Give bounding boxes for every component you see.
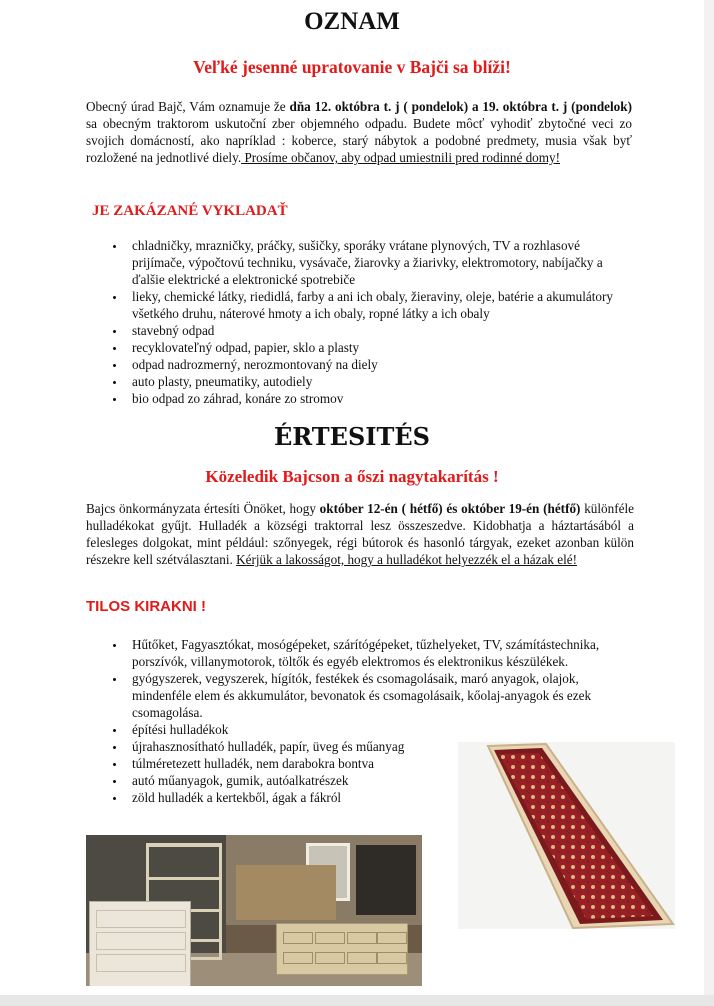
hu-intro-request: Kérjük a lakosságot, hogy a hulladékot helyezzék el a házak elé! [236, 552, 578, 567]
hu-subtitle: Közeledik Bajcson a őszi nagytakarítás ! [205, 467, 499, 486]
list-item: • építési hulladékok [126, 721, 636, 738]
sk-intro-text-2: sa obecným traktorom uskutoční zber objemného odpadu. Budete môcť vyhodiť zbytočné veci zo svojich domácností, ako napríklad : koberce, starý nábytok a podobné predmety, musia však byť rozložené na jednotlivé diely. [86, 116, 632, 165]
list-item: • bio odpad zo záhrad, konáre zo stromov [126, 390, 626, 407]
rug-photo [458, 742, 675, 929]
list-item: • túlméretezett hulladék, nem darabokra bontva [126, 755, 636, 772]
page-edge [704, 0, 714, 1006]
list-item: • chladničky, mrazničky, práčky, sušičky, sporáky vrátane plynových, TV a rozhlasové prijímače, výpočtovú techniku, vysávače, žiarovky a žiarivky, elektromotory, nabíjačky a ďalšie elektrické a elektronické spotrebiče [126, 237, 626, 288]
hu-title: ÉRTESITÉS [273, 422, 430, 451]
hu-intro-text-1: Bajcs önkormányzata értesíti Önöket, hogy [86, 501, 320, 516]
list-item: • auto plasty, pneumatiky, autodiely [126, 373, 626, 390]
list-item: • zöld hulladék a kertekből, ágak a fákról [126, 789, 636, 806]
hu-intro-text-2: különféle hulladékokat gyűjt. Hulladék a községi traktorral lesz összeszedve. Kidobhatja a háztartásából a felesleges dolgokat, mint például: szőnyegek, régi bútorok és hasonló tárgyak, ezeket azonban külön részekre kell szétválasztani. [86, 501, 634, 567]
page-bottom-edge [0, 995, 714, 1006]
list-item: • újrahasznosítható hulladék, papír, üveg és műanyag [126, 738, 636, 755]
sk-intro-dates: dňa 12. októbra t. j ( pondelok) a 19. októbra t. j (pondelok) [289, 99, 632, 114]
sk-title: OZNAM [304, 8, 400, 35]
sk-subtitle: Veľké jesenné upratovanie v Bajči sa blíži! [193, 57, 511, 77]
list-item: • gyógyszerek, vegyszerek, hígítók, festékek és csomagolásaik, maró anyagok, olajok, mindenféle elem és akkumulátor, bevonatok és csomagolásaik, kőolaj-anyagok és ezek csomagolása. [126, 670, 636, 721]
sk-forbidden-list [109, 237, 626, 407]
hu-forbidden-heading: TILOS KIRAKNI ! [86, 598, 206, 615]
sk-intro-text-1: Obecný úrad Bajč, Vám oznamuje že [86, 99, 290, 114]
list-item: • lieky, chemické látky, riedidlá, farby a ani ich obaly, žieraviny, oleje, batérie a akumulátory všetkého druhu, náterové hmoty a ich obaly, ropné látky a ich obaly [126, 288, 626, 322]
hu-intro-dates: október 12-én ( hétfő) és október 19-én (hétfő) [319, 501, 581, 516]
sk-intro-request: Prosíme občanov, aby odpad umiestnili pred rodinné domy! [241, 150, 561, 165]
sk-intro-paragraph [86, 98, 632, 166]
furniture-photo [86, 835, 422, 986]
list-item: • Hűtőket, Fagyasztókat, mosógépeket, szárítógépeket, tűzhelyeket, TV, számítástechnika, porszívók, villanymotorok, töltők és egyéb elektromos és elektronikus készülékek. [126, 636, 636, 670]
list-item: • odpad nadrozmerný, nerozmontovaný na diely [126, 356, 626, 373]
sk-forbidden-heading: JE ZAKÁZANÉ VYKLADAŤ [92, 203, 288, 219]
list-item: • stavebný odpad [126, 322, 626, 339]
hu-intro-paragraph [86, 500, 634, 568]
list-item: • recyklovateľný odpad, papier, sklo a plasty [126, 339, 626, 356]
list-item: • autó műanyagok, gumik, autóalkatrészek [126, 772, 636, 789]
